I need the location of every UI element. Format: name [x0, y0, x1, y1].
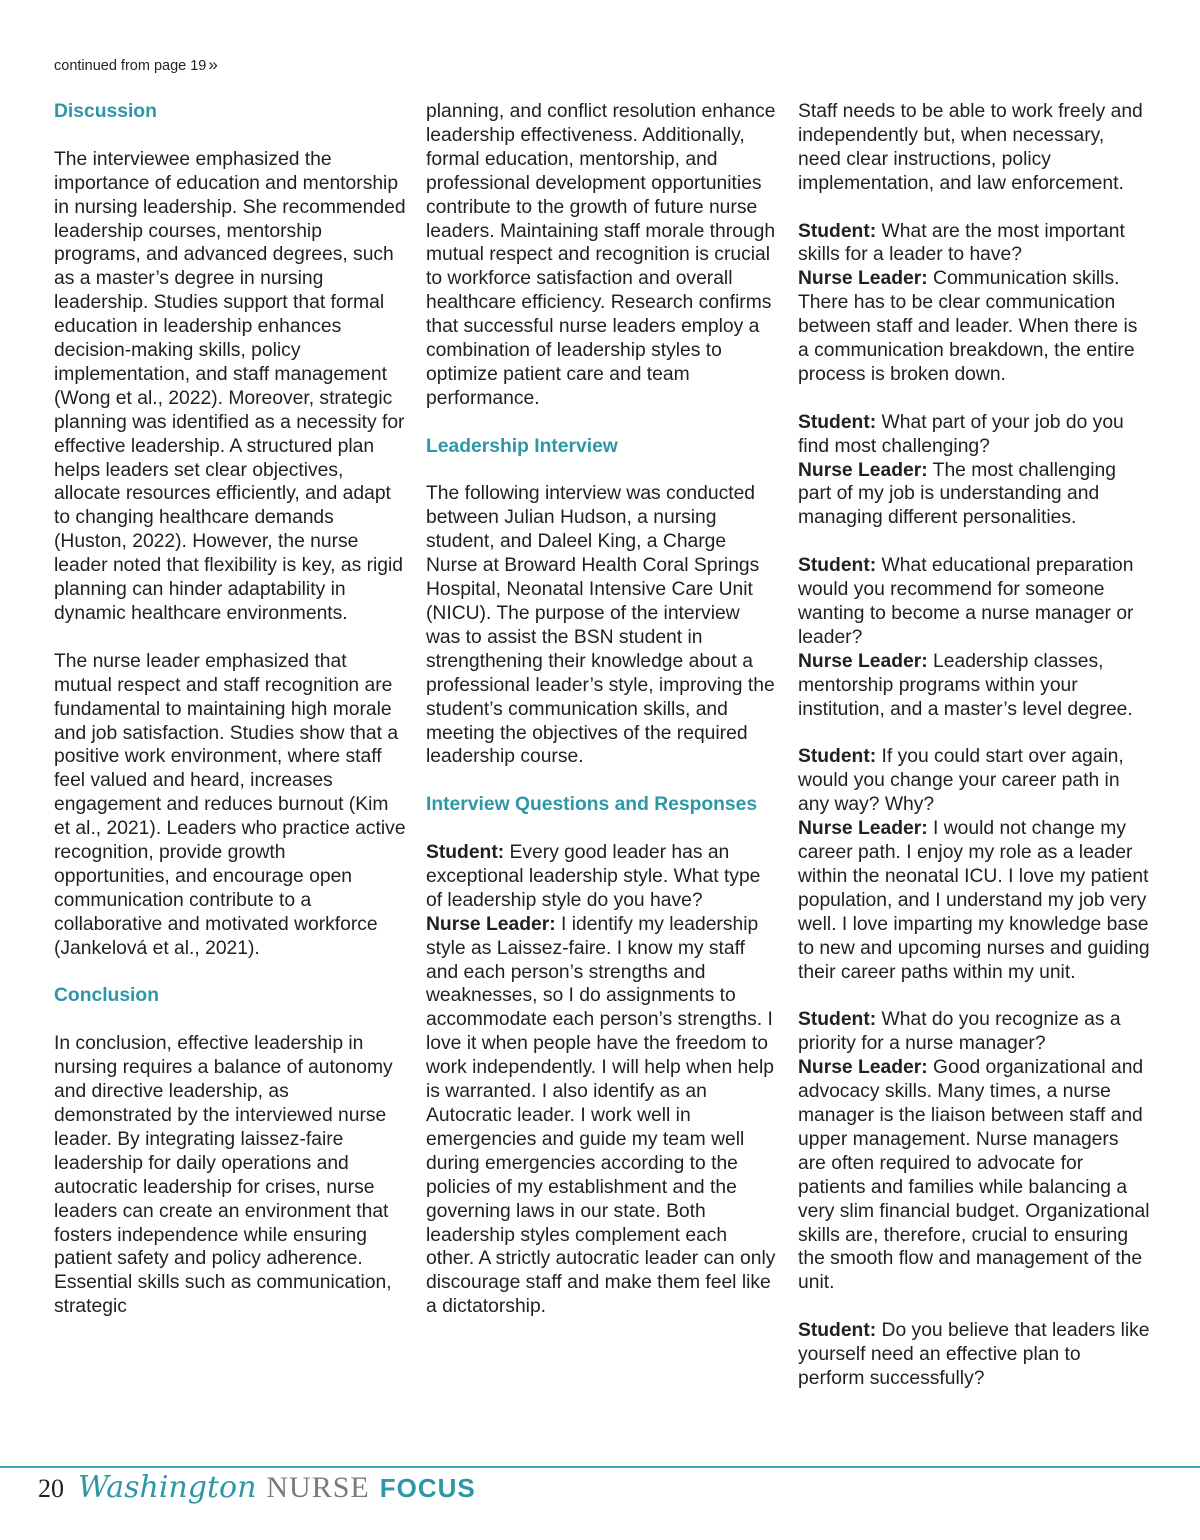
magazine-logo-focus: FOCUS — [379, 1473, 476, 1503]
conclusion-heading: Conclusion — [54, 985, 159, 1007]
student-label: Student: — [798, 746, 877, 768]
answer — [798, 650, 1150, 722]
nurse-leader-label: Nurse Leader: — [426, 913, 556, 935]
footer-rule — [0, 1466, 1200, 1468]
nurse-leader-label: Nurse Leader: — [798, 1057, 928, 1079]
continued-arrows: » — [208, 55, 218, 74]
interview-intro-paragraph: The following interview was conducted between Julian Hudson, a nursing student, and Daleel King, a Charge Nurse at Broward Health Coral Springs Hospital, Neonatal Intensive Care Unit (NICU). The purpose of the interview was to assist the BSN student in strengthening their knowledge about a professional leader’s style, improving the student’s communication skills, and meeting the objectives of the required leadership course. — [426, 483, 775, 768]
qa-block-1 — [426, 841, 778, 1319]
question — [798, 411, 1150, 459]
discussion-paragraph-1: The interviewee emphasized the importance of education and mentorship in nursing leadership. She recommended leadership courses, mentorship programs, and advanced degrees, such as a master’s degree in nursing leadership. Studies support that formal education in leadership enhances decision-making skills, policy implementation, and staff management (Wong et al., 2022). Moreover, strategic planning was identified as a necessity for effective leadership. A structured plan helps leaders set clear objectives, allocate resources efficiently, and adapt to changing healthcare demands (Huston, 2022). However, the nurse leader noted that flexibility is key, as rigid planning can hinder adaptability in dynamic healthcare environments. — [54, 148, 406, 625]
student-label: Student: — [426, 842, 505, 864]
question — [798, 745, 1150, 817]
answer-text: Communication skills. There has to be clear communication between staff and leader. When there is a communication breakdown, the entire process is broken down. — [798, 268, 1138, 385]
page-footer — [38, 1470, 476, 1510]
continued-text: continued from page 19 — [54, 58, 207, 74]
column-2 — [426, 100, 778, 1343]
answer — [798, 817, 1150, 984]
conclusion-continued-paragraph: planning, and conflict resolution enhance leadership effectiveness. Additionally, formal education, mentorship, and professional development opportunities contribute to the growth of future nurse leaders. Maintaining staff morale through mutual respect and recognition is crucial to workforce satisfaction and overall healthcare efficiency. Research confirms that successful nurse leaders employ a combination of leadership styles to optimize patient care and team performance. — [426, 101, 776, 409]
qa-block-5 — [798, 745, 1150, 984]
student-label: Student: — [798, 220, 877, 242]
discussion-heading: Discussion — [54, 101, 157, 122]
question — [798, 220, 1150, 268]
discussion-paragraph-2: The nurse leader emphasized that mutual respect and staff recognition are fundamental to maintaining high morale and job satisfaction. Studies show that a positive work environment, where staff feel valued and heard, increases engagement and reduces burnout (Kim et al., 2021). Leaders who practice active recognition, provide growth opportunities, and encourage open communication contribute to a collaborative and motivated workforce (Jankelová et al., 2021). — [54, 650, 406, 959]
student-label: Student: — [798, 411, 877, 433]
magazine-logo-script: Washington — [78, 1470, 257, 1505]
nurse-leader-label: Nurse Leader: — [798, 268, 928, 290]
continued-note — [54, 55, 218, 75]
answer-text: Leadership classes, mentorship programs within your institution, and a master’s level degree. — [798, 650, 1133, 720]
question-text: Every good leader has an exceptional leadership style. What type of leadership style do you have? — [426, 842, 761, 911]
question-text: What part of your job do you find most challenging? — [798, 411, 1124, 457]
question — [798, 1008, 1150, 1056]
answer-text: Good organizational and advocacy skills. Many times, a nurse manager is the liaison between staff and upper management. Nurse managers are often required to advocate for patients and families while balancing a very slim financial budget. Organizational skills are, therefore, crucial to ensuring the smooth flow and management of the unit. — [798, 1057, 1150, 1294]
student-label: Student: — [798, 555, 877, 577]
nurse-leader-label: Nurse Leader: — [798, 459, 928, 481]
magazine-logo-nurse: NURSE — [266, 1471, 370, 1504]
question-text: If you could start over again, would you change your career path in any way? Why? — [798, 746, 1124, 816]
interview-questions-heading: Interview Questions and Responses — [426, 794, 758, 816]
nurse-leader-label: Nurse Leader: — [798, 818, 928, 840]
qa-block-2 — [798, 220, 1150, 387]
answer — [798, 267, 1150, 387]
answer-text: I identify my leadership style as Laissez-faire. I know my staff and each person’s strengths and weaknesses, so I do assignments to accommodate each person’s strengths. I love it when people have the freedom to work independently. I will help when help is warranted. I also identify as an Autocratic leader. I work well in emergencies and guide my team well during emergencies according to the policies of my establishment and the governing laws in our state. Both leadership styles complement each other. A strictly autocratic leader can only discourage staff and make them feel like a dictatorship. — [426, 913, 776, 1318]
student-label: Student: — [798, 1320, 877, 1342]
question-text: What are the most important skills for a leader to have? — [798, 220, 1125, 266]
answer — [426, 913, 778, 1319]
qa-block-4 — [798, 554, 1150, 721]
page-number: 20 — [38, 1474, 64, 1503]
qa-block-6 — [798, 1008, 1150, 1295]
nurse-leader-label: Nurse Leader: — [798, 650, 928, 672]
column-3 — [798, 100, 1150, 1415]
answer — [798, 1056, 1150, 1295]
qa-block-3 — [798, 411, 1150, 531]
conclusion-paragraph: In conclusion, effective leadership in nursing requires a balance of autonomy and directive leadership, as demonstrated by the interviewed nurse leader. By integrating laissez-faire leadership for daily operations and autocratic leadership for crises, nurse leaders can create an environment that fosters independence while ensuring patient safety and policy adherence. Essential skills such as communication, strategic — [54, 1033, 393, 1318]
question — [798, 1319, 1150, 1391]
answer-text: The most challenging part of my job is understanding and managing different personalities. — [798, 459, 1116, 529]
question-text: Do you believe that leaders like yourself need an effective plan to perform successfully? — [798, 1320, 1150, 1389]
question-text: What educational preparation would you recommend for someone wanting to become a nurse manager or leader? — [798, 555, 1134, 648]
leadership-interview-heading: Leadership Interview — [426, 435, 618, 457]
question — [798, 554, 1150, 650]
answer — [798, 459, 1150, 531]
answer-text: I would not change my career path. I enjoy my role as a leader within the neonatal ICU. I love my patient population, and I understand my job very well. I love imparting my knowledge base to new and upcoming nurses and guiding their career paths within my unit. — [798, 818, 1150, 983]
column-1 — [54, 100, 406, 1319]
question — [426, 841, 778, 913]
question-text: What do you recognize as a priority for a nurse manager? — [798, 1009, 1121, 1055]
qa-block-7 — [798, 1319, 1150, 1391]
answer-continued-paragraph: Staff needs to be able to work freely and independently but, when necessary, need clear instructions, policy implementation, and law enforcement. — [798, 101, 1143, 194]
student-label: Student: — [798, 1009, 877, 1031]
